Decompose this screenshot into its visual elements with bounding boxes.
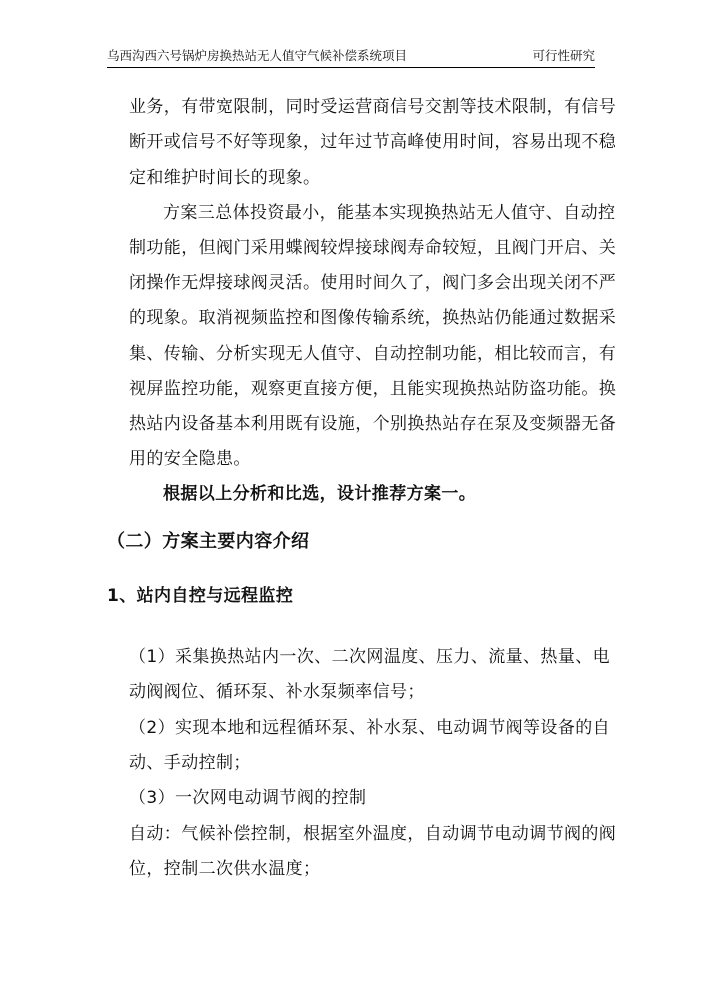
- paragraph-line: 闭操作无焊接球阀灵活。使用时间久了，阀门多会出现关闭不严: [129, 273, 617, 293]
- paragraph-line: 视屏监控功能，观察更直接方便，且能实现换热站防盗功能。换: [129, 379, 617, 399]
- paragraph-line: 定和维护时间长的现象。: [129, 168, 321, 188]
- subsection-heading: 1、站内自控与远程监控: [107, 586, 294, 606]
- header-project-title: 乌西沟西六号锅炉房换热站无人值守气候补偿系统项目: [107, 48, 408, 63]
- paragraph-line: 方案三总体投资最小，能基本实现换热站无人值守、自动控: [163, 203, 616, 223]
- header-doc-type: 可行性研究: [532, 48, 595, 63]
- paragraph-line: 集、传输、分析实现无人值守、自动控制功能，相比较而言，有: [129, 344, 617, 364]
- section-heading: （二）方案主要内容介绍: [107, 531, 310, 552]
- list-item-line: （3）一次网电动调节阀的控制: [129, 788, 367, 808]
- paragraph-line: 断开或信号不好等现象，过年过节高峰使用时间，容易出现不稳: [129, 132, 617, 152]
- list-item-line: （2）实现本地和远程循环泵、补水泵、电动调节阀等设备的自: [129, 718, 611, 738]
- list-item-line: 动、手动控制；: [129, 753, 251, 773]
- paragraph-line: 业务，有带宽限制，同时受运营商信号交割等技术限制，有信号: [129, 97, 617, 117]
- list-item-line: （1）采集换热站内一次、二次网温度、压力、流量、热量、电: [129, 647, 611, 667]
- recommendation-text: 根据以上分析和比选，设计推荐方案一。: [163, 484, 477, 504]
- paragraph-line: 热站内设备基本利用既有设施，个别换热站存在泵及变频器无备: [129, 414, 617, 434]
- paragraph-line: 自动：气候补偿控制，根据室外温度，自动调节电动调节阀的阀: [129, 824, 617, 844]
- paragraph-line: 位，控制二次供水温度；: [129, 859, 321, 879]
- list-item-line: 动阀阀位、循环泵、补水泵频率信号；: [129, 682, 425, 702]
- paragraph-line: 用的安全隐患。: [129, 449, 251, 469]
- paragraph-line: 的现象。取消视频监控和图像传输系统，换热站仍能通过数据采: [129, 308, 617, 328]
- paragraph-line: 制功能，但阀门采用蝶阀较焊接球阀寿命较短，且阀门开启、关: [129, 238, 617, 258]
- header-divider: [107, 67, 595, 68]
